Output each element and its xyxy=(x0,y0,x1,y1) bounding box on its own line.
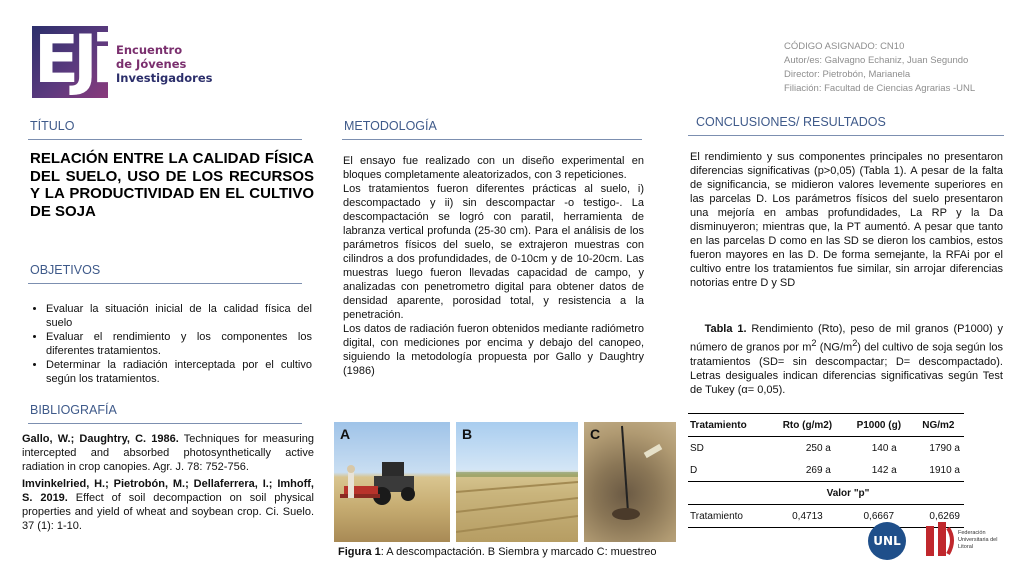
table-header-cell: P1000 (g) xyxy=(856,419,902,431)
table-cell xyxy=(688,482,770,505)
reference-authors: Gallo, W.; Daughtry, C. 1986. xyxy=(22,433,179,445)
table-cell: 0,4713 xyxy=(792,510,823,522)
methodology-text xyxy=(343,154,644,378)
table-caption-text: (NG/m xyxy=(816,341,853,354)
table-pvalue-header-row xyxy=(688,482,964,505)
section-divider xyxy=(688,135,1004,136)
section-title-heading: TÍTULO xyxy=(30,119,75,133)
section-divider xyxy=(28,283,302,284)
logo-line-3: Investigadores xyxy=(116,71,213,85)
methodology-paragraph: Los datos de radiación fueron obtenidos mediante radiómetro digital, con mediciones por encima y debajo del canopeo, siguiendo la metodología propuesta por Gallo y Daughtry (1986) xyxy=(343,323,644,377)
section-divider xyxy=(28,423,302,424)
conclusions-text: El rendimiento y sus componentes principales no presentaron diferencias significativas (p>0,05) (Tabla 1). A pesar de la falta de significancia, se midieron valores levemente superiores en las parcelas D. Los parámetros físicos del suelo presentaron una mejoría en ambas profundidades, La RP y la Da disminuyeron; mientras que, la PT aumentó. A pesar que tanto en las parcelas D como en las SD se dieron los cambios, estos fueron mayores en las D. De forma semejante, la RFAi por el cultivo entre los tratamientos fue similar, sin arrojar diferencias notorias entre D y SD xyxy=(690,151,1003,289)
figure-caption xyxy=(338,546,657,558)
objective-item: • Determinar la radiación interceptada por el cultivo según los tratamientos. xyxy=(46,358,312,386)
reference-text: Techniques for measuring intercepted and absorbed photosynthetically active radiation in crop canopies. Agr. J. 78: 752-756. xyxy=(22,433,314,473)
section-methodology-heading: METODOLOGÍA xyxy=(344,119,437,133)
reference-authors: Imvinkelried, H.; Pietrobón, M.; Dellaferrera, I.; Imhoff, S. 2019. xyxy=(22,478,314,504)
photo-label: B xyxy=(462,426,473,442)
table-row xyxy=(688,505,964,528)
results-table xyxy=(688,413,964,528)
table-row xyxy=(688,437,964,460)
assigned-code: CÓDIGO ASIGNADO: CN10 xyxy=(784,41,905,52)
objective-item: • Evaluar el rendimiento y los componentes los diferentes tratamientos. xyxy=(46,330,312,358)
table-cell: 250 a xyxy=(805,442,831,454)
objectives-list xyxy=(30,302,312,386)
table-cell: SD xyxy=(690,442,704,454)
logo-monogram: EJi xyxy=(34,21,109,98)
table-cell: 269 a xyxy=(805,464,831,476)
table-cell: 142 a xyxy=(871,464,897,476)
table-header-cell: Rto (g/m2) xyxy=(782,419,833,431)
federacion-logo-icon xyxy=(924,520,956,560)
poster-meta xyxy=(784,40,975,96)
figure-caption-label: Figura 1 xyxy=(338,546,381,558)
table-row xyxy=(688,459,964,482)
photo-label: C xyxy=(590,426,601,442)
section-bibliography-heading: BIBLIOGRAFÍA xyxy=(30,403,117,417)
table-header-cell: Tratamiento xyxy=(690,419,747,431)
table-cell: 0,6269 xyxy=(929,510,960,522)
table-caption-text: ) del cultivo de soja según los tratamientos (SD= sin descompactar; D= descompactado). Letras desiguales indican diferencias significativas según Test de Tukey (α= 0,05). xyxy=(690,341,1004,396)
photo-sowing xyxy=(456,422,578,542)
table-caption xyxy=(690,322,1003,397)
poster-title: RELACIÓN ENTRE LA CALIDAD FÍSICA DEL SUELO, USO DE LOS RECURSOS Y LA PRODUCTIVIDAD EN EL CULTIVO DE SOJA xyxy=(30,150,314,220)
table-header-row xyxy=(688,414,964,437)
results-table-wrapper xyxy=(688,413,964,528)
objective-item: • Evaluar la situación inicial de la calidad física del suelo xyxy=(46,302,312,330)
table-caption-text: Rendimiento (Rto), peso de mil granos (P1000) y número de granos por m xyxy=(690,323,1003,354)
bibliography xyxy=(22,432,314,536)
figure-caption-text: : A descompactación. B Siembra y marcado C: muestreo xyxy=(380,546,657,558)
logo-line-2: de Jóvenes xyxy=(116,57,187,71)
section-objectives-heading: OBJETIVOS xyxy=(30,263,101,277)
table-cell: 1910 a xyxy=(929,464,960,476)
table-cell: 1790 a xyxy=(929,442,960,454)
logo-wordmark xyxy=(116,43,213,85)
photo-sampling xyxy=(584,422,676,542)
table-caption-sup: 2 xyxy=(852,338,858,348)
methodology-paragraph: El ensayo fue realizado con un diseño experimental en bloques completamente aleatorizados, con 3 repeticiones. xyxy=(343,155,644,181)
affiliation: Filiación: Facultad de Ciencias Agrarias -UNL xyxy=(784,83,976,94)
objectives-list-wrapper xyxy=(30,302,312,386)
reference-text: Effect of soil decompaction on soil physical properties and yield of wheat and soybean crop. Ci. Suelo. 37 (1): 1-10. xyxy=(22,492,314,532)
federacion-logo-text: Federación Universitaria del Litoral xyxy=(958,530,998,550)
table-header-cell: NG/m2 xyxy=(922,419,955,431)
reference-item xyxy=(22,477,314,533)
table-cell: 140 a xyxy=(871,442,897,454)
table-pvalue-header: Valor "p" xyxy=(826,487,870,499)
tractor-illustration xyxy=(334,422,450,542)
table-cell: Tratamiento xyxy=(690,510,743,522)
logo-line-1: Encuentro xyxy=(116,43,183,57)
field-rows-illustration xyxy=(456,422,578,542)
director: Director: Pietrobón, Marianela xyxy=(784,69,911,80)
table-caption-sup: 2 xyxy=(811,338,817,348)
unl-logo: UNL xyxy=(868,522,906,560)
section-conclusions-heading: CONCLUSIONES/ RESULTADOS xyxy=(696,115,886,129)
photo-decompaction xyxy=(334,422,450,542)
authors: Autor/es: Galvagno Echaniz, Juan Segundo xyxy=(784,55,969,66)
table-cell: D xyxy=(690,464,698,476)
table-caption-label: Tabla 1. xyxy=(704,323,747,335)
reference-item xyxy=(22,432,314,474)
methodology-paragraph: Los tratamientos fueron diferentes prácticas al suelo, i) descompactado y ii) sin descompactar -o testigo-. La descompactación se logró con paratil, herramienta de labranza vertical profunda (25-30 cm). Para el análisis de los parámetros físicos del suelo, se extrajeron muestras con cilindros a dos profundidades, de 0-10cm y de 10-20cm. Las muestras luego fueron llevadas capacidad de campo, y analizadas con penetrometro digital para obtener datos de densidad aparente, porosidad total, y resistencia a la penetración. xyxy=(343,183,644,321)
photo-label: A xyxy=(340,426,351,442)
section-divider xyxy=(342,139,642,140)
section-divider xyxy=(28,139,302,140)
table-cell: 0,6667 xyxy=(863,510,895,522)
